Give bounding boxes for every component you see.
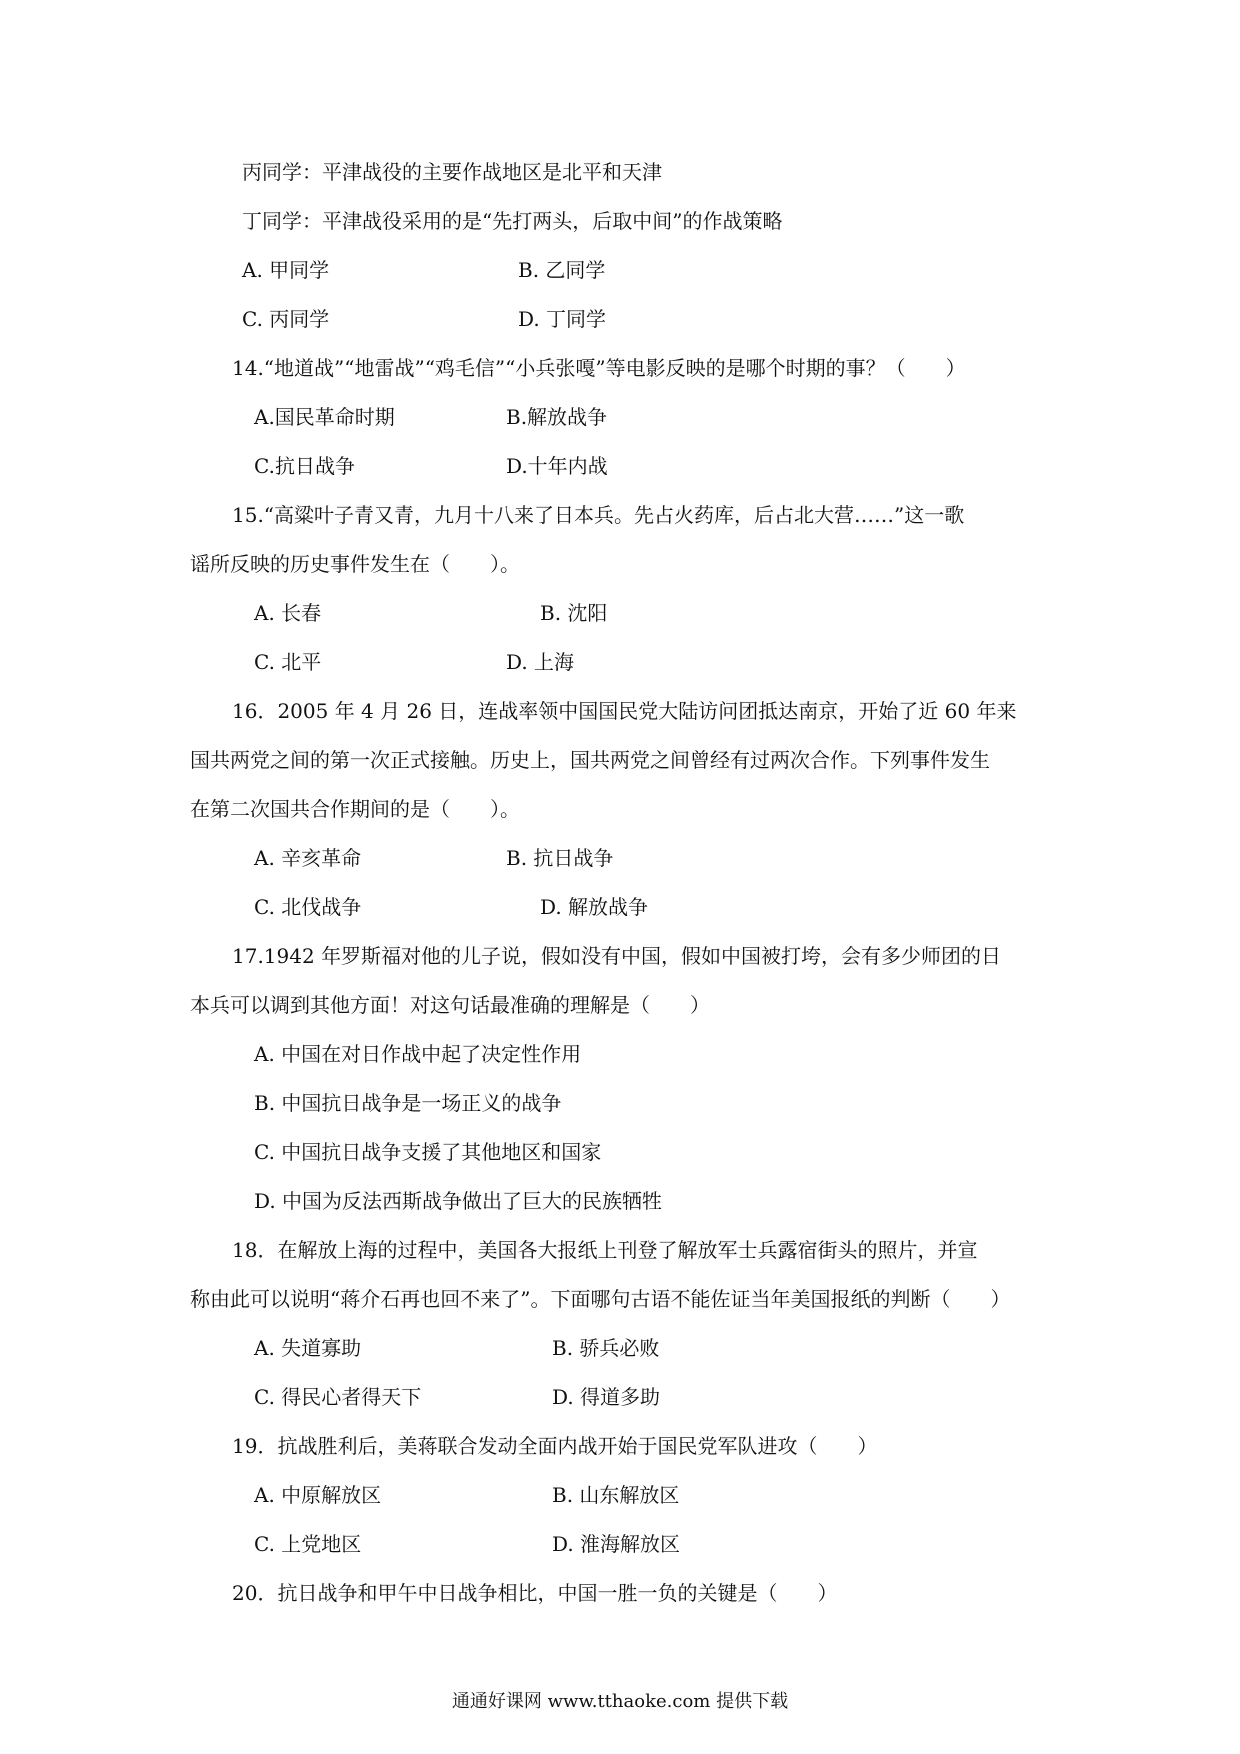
q14-option-c: C.抗日战争 (254, 454, 355, 478)
q17-option-c: C. 中国抗日战争支援了其他地区和国家 (254, 1140, 602, 1164)
q14-stem: 14.“地道战”“地雷战”“鸡毛信”“小兵张嘎”等电影反映的是哪个时期的事？（ ） (232, 356, 966, 380)
q19-option-d: D. 淮海解放区 (552, 1532, 681, 1556)
q17-stem-line2: 本兵可以调到其他方面！对这句话最准确的理解是（ ） (190, 993, 710, 1017)
q16-stem-line3: 在第二次国共合作期间的是（ ）。 (190, 797, 520, 821)
q13-option-a: A. 甲同学 (242, 258, 330, 282)
q15-option-d: D. 上海 (506, 650, 575, 674)
q15-stem-line1: 15.“高粱叶子青又青，九月十八来了日本兵。先占火药库，后占北大营……”这一歌 (232, 503, 965, 527)
q13-option-b: B. 乙同学 (518, 258, 606, 282)
statement-bing: 丙同学：平津战役的主要作战地区是北平和天津 (242, 160, 662, 184)
q17-stem-line1: 17.1942 年罗斯福对他的儿子说，假如没有中国，假如中国被打垮，会有多少师团的日 (232, 944, 1002, 968)
q16-option-a: A. 辛亥革命 (254, 846, 362, 870)
q16-option-d: D. 解放战争 (540, 895, 649, 919)
q16-option-c: C. 北伐战争 (254, 895, 362, 919)
q17-option-d: D. 中国为反法西斯战争做出了巨大的民族牺牲 (254, 1189, 663, 1213)
q16-option-b: B. 抗日战争 (506, 846, 614, 870)
q19-option-c: C. 上党地区 (254, 1532, 362, 1556)
q19-stem: 19．抗战胜利后，美蒋联合发动全面内战开始于国民党军队进攻（ ） (232, 1434, 878, 1458)
q15-option-b: B. 沈阳 (540, 601, 608, 625)
q19-option-b: B. 山东解放区 (552, 1483, 680, 1507)
q15-option-c: C. 北平 (254, 650, 322, 674)
statement-ding: 丁同学：平津战役采用的是“先打两头，后取中间”的作战策略 (242, 209, 783, 233)
q14-option-b: B.解放战争 (506, 405, 608, 429)
q16-stem-line2: 国共两党之间的第一次正式接触。历史上，国共两党之间曾经有过两次合作。下列事件发生 (190, 748, 990, 772)
q20-stem: 20．抗日战争和甲午中日战争相比，中国一胜一负的关键是（ ） (232, 1581, 838, 1605)
q14-option-d: D.十年内战 (506, 454, 608, 478)
q13-option-c: C. 丙同学 (242, 307, 330, 331)
q19-option-a: A. 中原解放区 (254, 1483, 382, 1507)
page-footer: 通通好课网 www.tthaoke.com 提供下载 (451, 1691, 789, 1712)
q18-option-a: A. 失道寡助 (254, 1336, 362, 1360)
q17-option-b: B. 中国抗日战争是一场正义的战争 (254, 1091, 562, 1115)
q18-option-d: D. 得道多助 (552, 1385, 661, 1409)
q16-stem-line1: 16．2005 年 4 月 26 日，连战率领中国国民党大陆访问团抵达南京，开始了近 60 年来 (232, 699, 1017, 723)
q14-option-a: A.国民革命时期 (254, 405, 395, 429)
q17-option-a: A. 中国在对日作战中起了决定性作用 (254, 1042, 582, 1066)
q18-option-c: C. 得民心者得天下 (254, 1385, 422, 1409)
q15-stem-line2: 谣所反映的历史事件发生在（ ）。 (190, 552, 520, 576)
q18-stem-line1: 18．在解放上海的过程中，美国各大报纸上刊登了解放军士兵露宿街头的照片，并宣 (232, 1238, 978, 1262)
q18-stem-line2: 称由此可以说明“蒋介石再也回不来了”。下面哪句古语不能佐证当年美国报纸的判断（ ） (190, 1287, 1011, 1311)
q13-option-d: D. 丁同学 (518, 307, 607, 331)
q18-option-b: B. 骄兵必败 (552, 1336, 660, 1360)
q15-option-a: A. 长春 (254, 601, 322, 625)
